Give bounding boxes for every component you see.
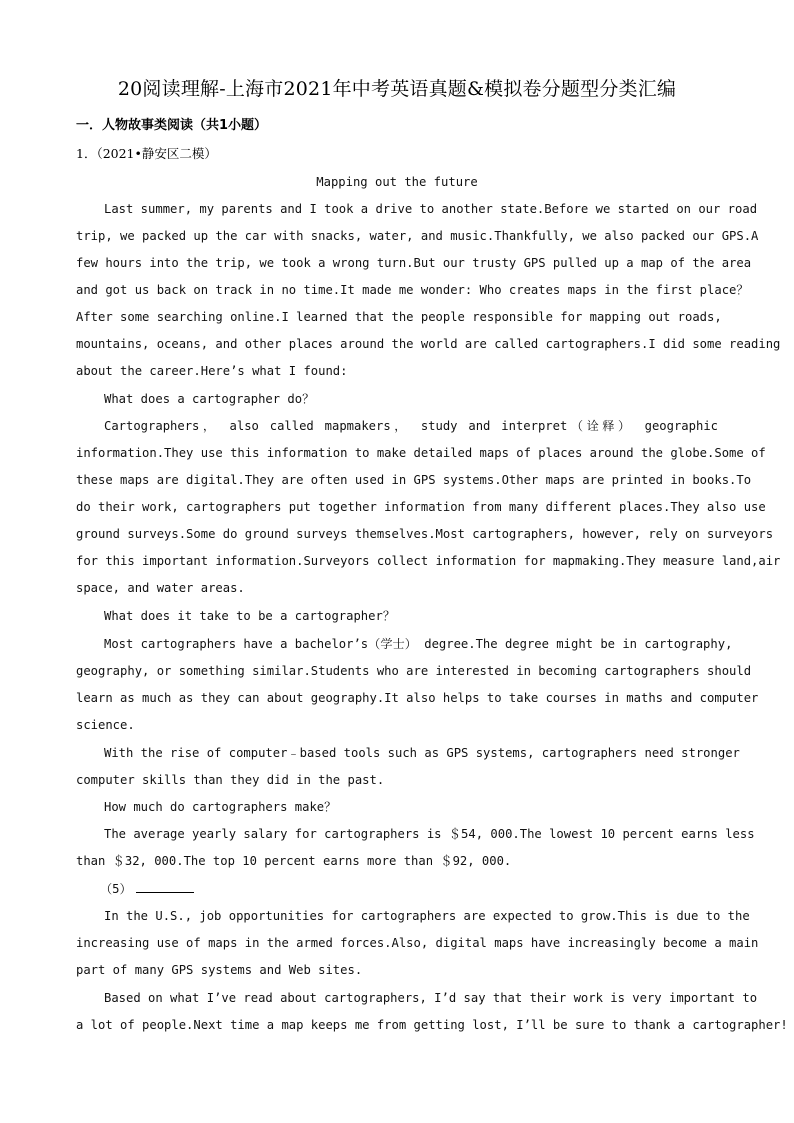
subheading: What does a cartographer do？ [104,392,315,406]
paragraph-line: learn as much as they can about geography.It also helps to take courses in maths and computer [76,691,759,705]
paragraph-line: do their work, cartographers put together information from many different places.They also use [76,500,766,514]
paragraph-line: Most cartographers have a bachelor’s（学士） degree.The degree might be in cartography, [104,637,733,651]
paragraph-line: increasing use of maps in the armed forces.Also, digital maps have increasingly become a main [76,936,759,950]
answer-blank[interactable] [136,879,194,893]
paragraph-line: trip, we packed up the car with snacks, water, and music.Thankfully, we also packed our GPS.A [76,229,759,243]
paragraph-line: mountains, oceans, and other places around the world are called cartographers.I did some reading [76,337,781,351]
answer-blank-question [100,879,194,898]
paragraph-line: few hours into the trip, we took a wrong turn.But our trusty GPS pulled up a map of the area [76,256,752,270]
paragraph-line: information.They use this information to make detailed maps of places around the globe.Some of [76,446,766,460]
paragraph-line: science. [76,718,135,732]
paragraph-line: than ＄32, 000.The top 10 percent earns more than ＄92, 000. [76,854,512,868]
paragraph-line: ground surveys.Some do ground surveys themselves.Most cartographers, however, rely on surveyors [76,527,774,541]
paragraph-line: geography, or something similar.Students who are interested in becoming cartographers should [76,664,752,678]
blank-label: （5） [100,882,132,896]
paragraph-line: and got us back on track in no time.It made me wonder: Who creates maps in the first place？ [76,283,749,297]
question-number: 1．（2021•静安区二模） [76,146,217,161]
paragraph-line: space, and water areas. [76,581,245,595]
paragraph-line: for this important information.Surveyors collect information for mapmaking.They measure land,air [76,554,781,568]
paragraph-line: After some searching online.I learned that the people responsible for mapping out roads, [76,310,722,324]
subheading: What does it take to be a cartographer？ [104,609,396,623]
paragraph-line: these maps are digital.They are often used in GPS systems.Other maps are printed in books.To [76,473,752,487]
subheading: How much do cartographers make？ [104,800,337,814]
paragraph-line: computer skills than they did in the past. [76,773,385,787]
document-title: 20阅读理解-上海市2021年中考英语真题&模拟卷分题型分类汇编 [117,78,677,100]
passage-title: Mapping out the future [316,175,478,189]
section-heading: 一．人物故事类阅读（共1小题） [76,118,268,133]
paragraph-line: The average yearly salary for cartographers is ＄54, 000.The lowest 10 percent earns less [104,827,755,841]
paragraph-line: a lot of people.Next time a map keeps me from getting lost, I’ll be sure to thank a cartographer! [76,1018,788,1032]
paragraph-line: Based on what I’ve read about cartographers, I’d say that their work is very important to [104,991,758,1005]
paragraph-line: With the rise of computer﹣based tools such as GPS systems, cartographers need stronger [104,746,740,760]
paragraph-line: Cartographers， also called mapmakers， study and interpret（诠释） geographic [104,419,718,433]
paragraph-line: In the U.S., job opportunities for cartographers are expected to grow.This is due to the [104,909,750,923]
paragraph-line: Last summer, my parents and I took a drive to another state.Before we started on our road [104,202,758,216]
paragraph-line: about the career.Here’s what I found: [76,364,348,378]
paragraph-line: part of many GPS systems and Web sites. [76,963,363,977]
